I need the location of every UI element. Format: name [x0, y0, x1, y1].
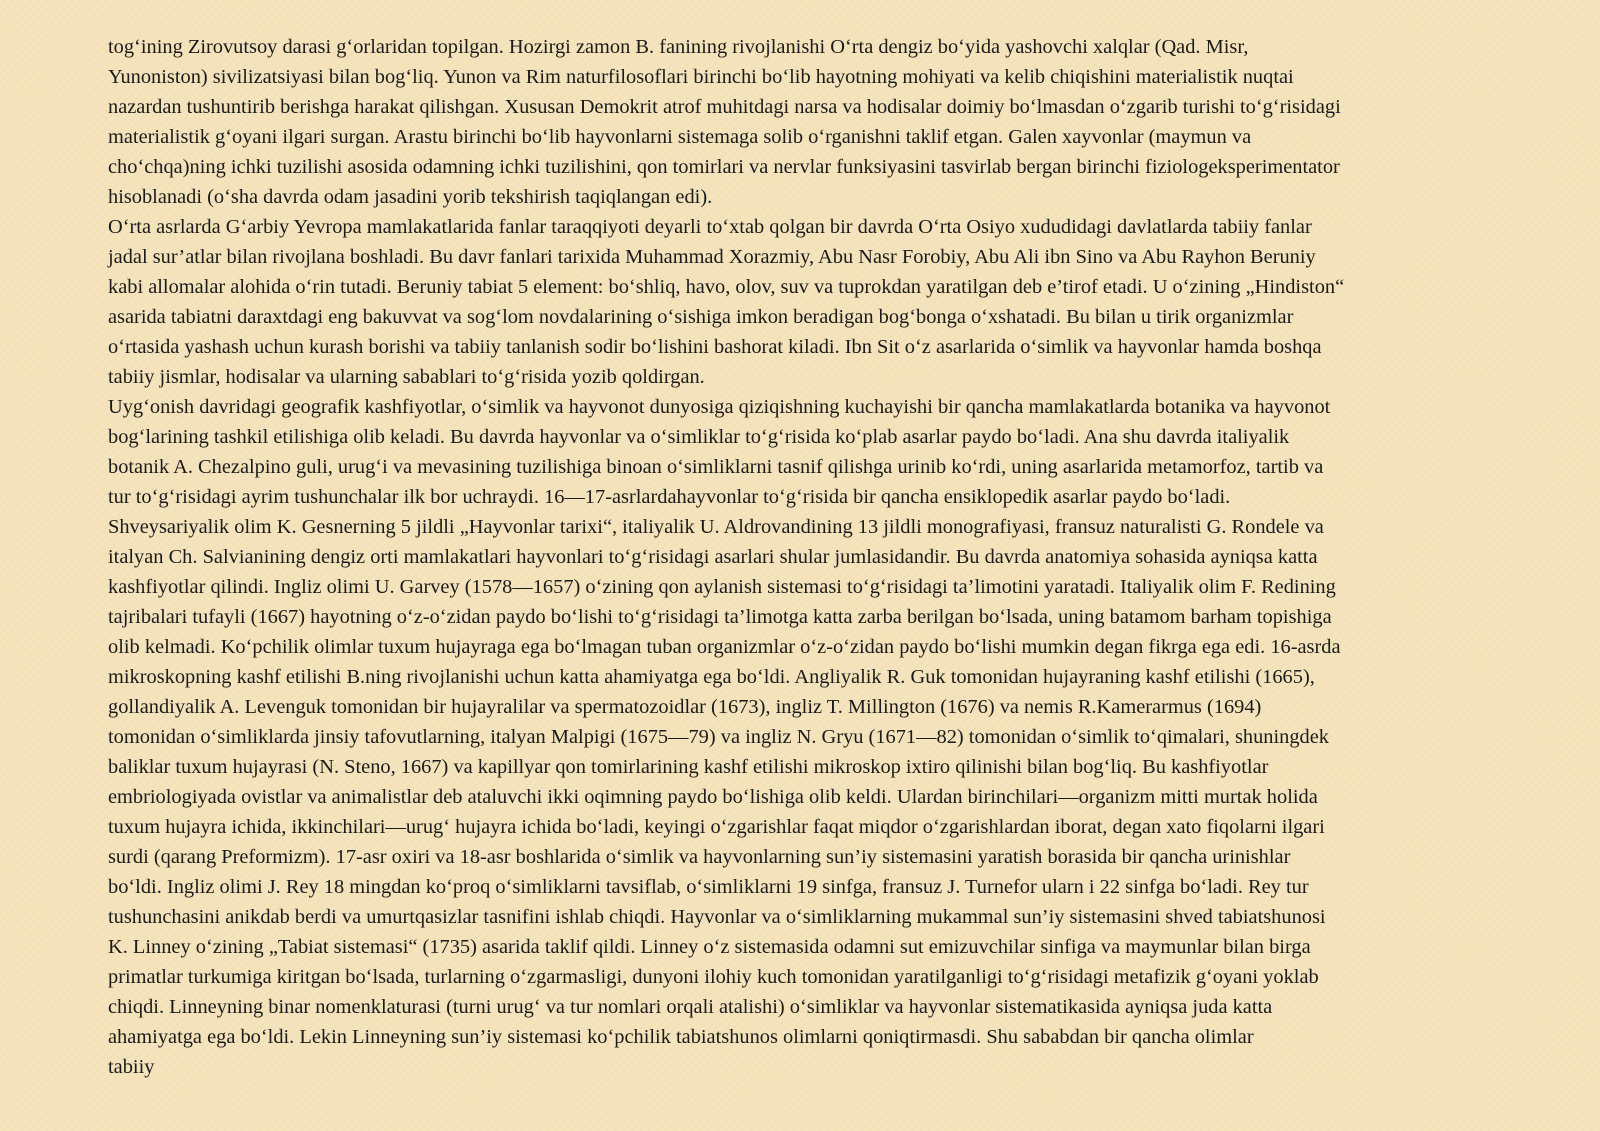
text-line: bog‘larining tashkil etilishiga olib keladi. Bu davrda hayvonlar va o‘simliklar to‘g‘risida ko‘plab asarlar paydo bo‘ladi. Ana shu davrda italiyalik [108, 426, 1290, 448]
text-line: botanik A. Chezalpino guli, urug‘i va mevasining tuzilishiga binoan o‘simliklarni tasnif qilishga urinib ko‘rdi, uning asarlarida metamorfoz, tartib va [108, 456, 1324, 478]
document-page [108, 32, 1498, 1082]
text-line: baliklar tuxum hujayrasi (N. Steno, 1667) va kapillyar qon tomirlarining kashf etilishi mikroskop ixtiro qilinishi bilan bog‘liq. Bu kashfiyotlar [108, 756, 1269, 778]
text-line: mikroskopning kashf etilishi B.ning rivojlanishi uchun katta ahamiyatga ega bo‘ldi. Angliyalik R. Guk tomonidan hujayraning kashf etilishi (1665), [108, 666, 1315, 688]
text-line: kabi allomalar alohida o‘rin tutadi. Beruniy tabiat 5 element: bo‘shliq, havo, olov, suv va tuprokdan yaratilgan deb e’tirof etadi. U o‘zining „Hindiston“ [108, 276, 1345, 298]
text-line: embriologiyada ovistlar va animalistlar deb ataluvchi ikki oqimning paydo bo‘lishiga olib keldi. Ulardan birinchilari—organizm mitti murtak holida [108, 786, 1318, 808]
text-line: O‘rta asrlarda G‘arbiy Yevropa mamlakatlarida fanlar taraqqiyoti deyarli to‘xtab qolgan bir davrda O‘rta Osiyo xududidagi davlatlarda tabiiy fanlar [108, 216, 1312, 238]
text-line: tabiiy [108, 1056, 155, 1078]
text-line: nazardan tushuntirib berishga harakat qilishgan. Xususan Demokrit atrof muhitdagi narsa va hodisalar doimiy bo‘lmasdan o‘zgarib turishi to‘g‘risidagi [108, 96, 1341, 118]
text-line: gollandiyalik A. Levenguk tomonidan bir hujayralilar va spermatozoidlar (1673), ingliz T. Millington (1676) va nemis R.Kamerarmus (1694) [108, 696, 1262, 718]
text-line: jadal sur’atlar bilan rivojlana boshladi. Bu davr fanlari tarixida Muhammad Xorazmiy, Abu Nasr Forobiy, Abu Ali ibn Sino va Abu Rayhon Beruniy [108, 246, 1316, 268]
text-line: surdi (qarang Preformizm). 17-asr oxiri va 18-asr boshlarida o‘simlik va hayvonlarning sun’iy sistemasini yaratish borasida bir qancha urinishlar [108, 846, 1291, 868]
text-line: tog‘ining Zirovutsoy darasi g‘orlaridan topilgan. Hozirgi zamon B. fanining rivojlanishi O‘rta dengiz bo‘yida yashovchi xalqlar (Qad. Misr, [108, 36, 1249, 58]
text-line: hisoblanadi (o‘sha davrda odam jasadini yorib tekshirish taqiqlangan edi). [108, 186, 713, 208]
text-line: materialistik g‘oyani ilgari surgan. Arastu birinchi bo‘lib hayvonlarni sistemaga solib o‘rganishni taklif etgan. Galen xayvonlar (maymun va [108, 126, 1252, 148]
text-line: asarida tabiatni daraxtdagi eng bakuvvat va sog‘lom novdalarining o‘sishiga imkon beradigan bog‘bonga o‘xshatadi. Bu bilan u tirik organizmlar [108, 306, 1294, 328]
text-line: Yunoniston) sivilizatsiyasi bilan bog‘liq. Yunon va Rim naturfilosoflari birinchi bo‘lib hayotning mohiyati va kelib chiqishini materialistik nuqtai [108, 66, 1294, 88]
text-line: K. Linney o‘zining „Tabiat sistemasi“ (1735) asarida taklif qildi. Linney o‘z sistemasida odamni sut emizuvchilar sinfiga va maymunlar bilan birga [108, 936, 1311, 958]
text-line: cho‘chqa)ning ichki tuzilishi asosida odamning ichki tuzilishini, qon tomirlari va nervlar funksiyasini tasvirlab bergan birinchi fiziologeksperimentator [108, 156, 1340, 178]
text-line: tushunchasini anikdab berdi va umurtqasizlar tasnifini ishlab chiqdi. Hayvonlar va o‘simliklarning mukammal sun’iy sistemasini shved tabiatshunosi [108, 906, 1326, 928]
text-line: tabiiy jismlar, hodisalar va ularning sabablari to‘g‘risida yozib qoldirgan. [108, 366, 705, 388]
paragraph-ancient-biology [108, 32, 1498, 212]
text-line: tajribalari tufayli (1667) hayotning o‘z-o‘zidan paydo bo‘lishi to‘g‘risidagi ta’limotga katta zarba berilgan bo‘lsada, uning batamom barham topishiga [108, 606, 1332, 628]
text-line: ahamiyatga ega bo‘ldi. Lekin Linneyning sun’iy sistemasi ko‘pchilik tabiatshunos olimlarni qoniqtirmasdi. Shu sababdan bir qancha olimlar [108, 1026, 1254, 1048]
text-line: chiqdi. Linneyning binar nomenklaturasi (turni urug‘ va tur nomlari orqali atalishi) o‘simliklar va hayvonlar sistematikasida ayniqsa juda katta [108, 996, 1273, 1018]
text-line: bo‘ldi. Ingliz olimi J. Rey 18 mingdan ko‘proq o‘simliklarni tavsiflab, o‘simliklarni 19 sinfga, fransuz J. Turnefor ularn i 22 sinfga bo‘ladi. Rey tur [108, 876, 1309, 898]
text-line: o‘rtasida yashash uchun kurash borishi va tabiiy tanlanish sodir bo‘lishini bashorat kiladi. Ibn Sit o‘z asarlarida o‘simlik va hayvonlar hamda boshqa [108, 336, 1322, 358]
paragraph-middle-ages [108, 212, 1498, 392]
text-line: Uyg‘onish davridagi geografik kashfiyotlar, o‘simlik va hayvonot dunyosiga qiziqishning kuchayishi bir qancha mamlakatlarda botanika va hayvonot [108, 396, 1331, 418]
text-line: tuxum hujayra ichida, ikkinchilari—urug‘ hujayra ichida bo‘ladi, keyingi o‘zgarishlar faqat miqdor o‘zgarishlardan iborat, degan xato fiqolarni ilgari [108, 816, 1325, 838]
paragraph-renaissance [108, 392, 1498, 1082]
text-line: Shveysariyalik olim K. Gesnerning 5 jildli „Hayvonlar tarixi“, italiyalik U. Aldrovandining 13 jildli monografiyasi, fransuz naturalisti G. Rondele va [108, 516, 1324, 538]
text-line: italyan Ch. Salvianining dengiz orti mamlakatlari hayvonlari to‘g‘risidagi asarlari shular jumlasidandir. Bu davrda anatomiya sohasida ayniqsa katta [108, 546, 1318, 568]
text-line: tur to‘g‘risidagi ayrim tushunchalar ilk bor uchraydi. 16—17-asrlardahayvonlar to‘g‘risida bir qancha ensiklopedik asarlar paydo bo‘ladi. [108, 486, 1231, 508]
text-line: olib kelmadi. Ko‘pchilik olimlar tuxum hujayraga ega bo‘lmagan tuban organizmlar o‘z-o‘zidan paydo bo‘lishi mumkin degan fikrga ega edi. 16-asrda [108, 636, 1341, 658]
text-line: primatlar turkumiga kiritgan bo‘lsada, turlarning o‘zgarmasligi, dunyoni ilohiy kuch tomonidan yaratilganligi to‘g‘risidagi metafizik g‘oyani yoklab [108, 966, 1319, 988]
text-line: tomonidan o‘simliklarda jinsiy tafovutlarning, italyan Malpigi (1675—79) va ingliz N. Gryu (1671—82) tomonidan o‘simlik to‘qimalari, shuningdek [108, 726, 1329, 748]
text-line: kashfiyotlar qilindi. Ingliz olimi U. Garvey (1578—1657) o‘zining qon aylanish sistemasi to‘g‘risidagi ta’limotini yaratadi. Italiyalik olim F. Redining [108, 576, 1336, 598]
